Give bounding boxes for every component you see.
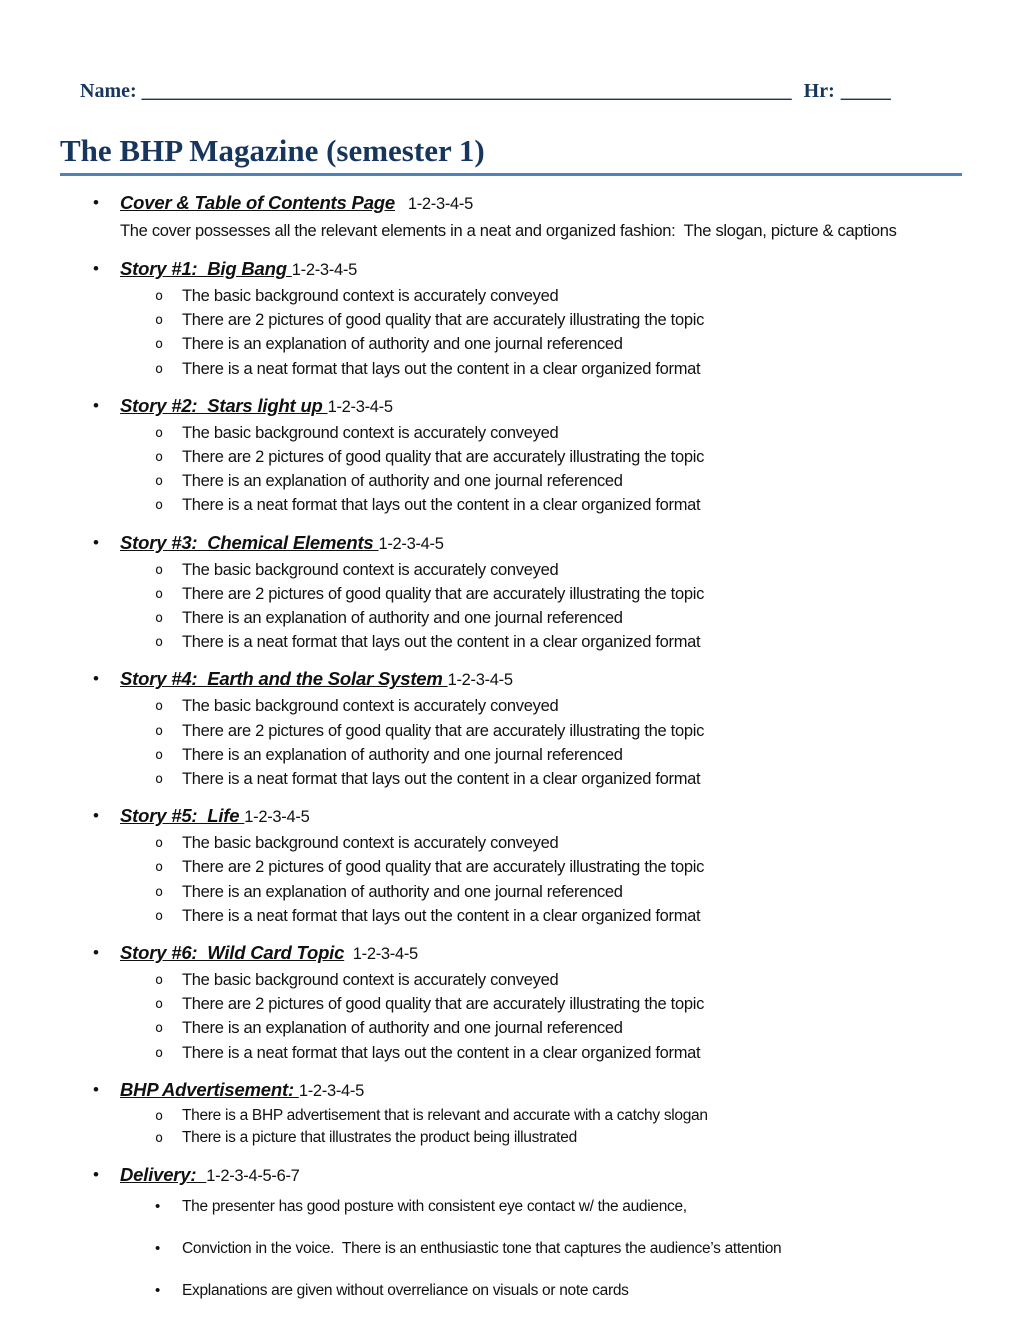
circle-bullet-icon: o (155, 907, 164, 924)
circle-bullet-icon: o (155, 561, 164, 578)
criterion-text: There is an explanation of authority and one journal referenced (182, 882, 623, 901)
criterion-text: The basic background context is accurately conveyed (182, 423, 559, 442)
section-title: Story #1: Big Bang (120, 258, 292, 279)
criterion-text: There is an explanation of authority and one journal referenced (182, 472, 623, 491)
circle-bullet-icon: o (155, 449, 164, 466)
circle-bullet-icon: o (155, 634, 164, 651)
page-title: The BHP Magazine (semester 1) (60, 133, 962, 176)
name-label: Name: (80, 80, 137, 102)
rating-scale: 1-2-3-4-5 (244, 808, 310, 827)
circle-bullet-icon: o (155, 835, 164, 852)
bullet-icon: • (93, 395, 99, 415)
rating-scale: 1-2-3-4-5 (394, 195, 473, 213)
section-title: Story #3: Chemical Elements (120, 531, 379, 553)
criterion-item (60, 1279, 962, 1303)
criterion-item (60, 445, 962, 469)
criterion-text: There are 2 pictures of good quality that are accurately illustrating the topic (182, 858, 705, 877)
criterion-text: There is a neat format that lays out the content in a clear organized format (182, 906, 701, 925)
circle-bullet-icon: o (155, 1107, 164, 1124)
section-story-6 (60, 939, 962, 1065)
criterion-item (60, 493, 962, 517)
criterion-text: There is a BHP advertisement that is relevant and accurate with a catchy slogan (182, 1106, 708, 1124)
name-blank-field[interactable]: _________________________________________________________________ (141, 80, 792, 102)
bullet-icon: • (93, 806, 99, 826)
criterion-text: There is a neat format that lays out the content in a clear organized format (182, 359, 701, 378)
criterion-item (60, 421, 962, 445)
criterion-text: The basic background context is accurately conveyed (182, 287, 559, 305)
circle-bullet-icon: o (155, 585, 164, 602)
criterion-item (60, 1041, 962, 1065)
name-hr-row (60, 52, 962, 130)
criterion-item (60, 880, 962, 904)
circle-bullet-icon: o (155, 497, 164, 514)
bullet-icon: • (93, 259, 99, 278)
section-story-3 (60, 529, 962, 655)
criterion-item (60, 1016, 962, 1040)
bullet-icon: • (93, 669, 99, 689)
criterion-text: There are 2 pictures of good quality that are accurately illustrating the topic (182, 448, 705, 467)
section-bhp-advertisement (60, 1076, 962, 1150)
section-heading (60, 665, 962, 694)
criterion-item (60, 469, 962, 493)
criterion-item (60, 284, 962, 308)
section-note: The cover possesses all the relevant elements in a neat and organized fashion: The slogan, picture & captions (120, 222, 897, 240)
bullet-icon: • (93, 1079, 99, 1099)
criterion-item (60, 582, 962, 606)
bullet-icon: • (155, 1197, 161, 1215)
criterion-item (60, 308, 962, 332)
bullet-icon: • (93, 532, 99, 552)
bullet-icon: • (93, 943, 99, 963)
bullet-icon: • (93, 193, 99, 212)
criterion-text: There is a neat format that lays out the content in a clear organized format (182, 633, 701, 652)
circle-bullet-icon: o (155, 746, 164, 763)
criterion-text: There are 2 pictures of good quality that are accurately illustrating the topic (182, 584, 705, 603)
criterion-text: There are 2 pictures of good quality that are accurately illustrating the topic (182, 721, 705, 740)
section-title: Story #4: Earth and the Solar System (120, 668, 448, 690)
section-story-1 (60, 255, 962, 381)
criterion-item (60, 767, 962, 791)
criterion-item (60, 606, 962, 630)
rating-scale: 1-2-3-4-5 (344, 945, 418, 964)
criterion-item (60, 1237, 962, 1261)
criterion-item (60, 694, 962, 718)
criterion-text: There is a picture that illustrates the product being illustrated (182, 1129, 577, 1147)
circle-bullet-icon: o (155, 473, 164, 490)
criterion-item (60, 1127, 962, 1150)
criterion-item (60, 855, 962, 879)
bullet-icon: • (155, 1281, 161, 1299)
section-title: Delivery: (120, 1163, 207, 1185)
criterion-text: The presenter has good posture with consistent eye contact w/ the audience, (182, 1197, 687, 1215)
criterion-item (60, 1195, 962, 1219)
criterion-text: There is a neat format that lays out the content in a clear organized format (182, 1043, 701, 1062)
rating-scale: 1-2-3-4-5 (378, 534, 444, 553)
section-heading (60, 802, 962, 831)
circle-bullet-icon: o (155, 996, 164, 1013)
section-heading (60, 392, 962, 421)
circle-bullet-icon: o (155, 312, 164, 329)
criterion-text: The basic background context is accurately conveyed (182, 834, 559, 853)
bullet-icon: • (155, 1239, 161, 1257)
rating-scale: 1-2-3-4-5 (447, 671, 513, 690)
section-title: Story #2: Stars light up (120, 394, 328, 416)
circle-bullet-icon: o (155, 771, 164, 788)
criterion-text: There is an explanation of authority and one journal referenced (182, 1019, 623, 1038)
criterion-text: Conviction in the voice. There is an enthusiastic tone that captures the audience’s attention (182, 1239, 782, 1257)
section-title: BHP Advertisement: (120, 1078, 299, 1100)
criterion-item (60, 357, 962, 381)
criterion-text: There are 2 pictures of good quality that are accurately illustrating the topic (182, 995, 705, 1014)
criterion-text: There is an explanation of authority and one journal referenced (182, 609, 623, 628)
criterion-item (60, 1105, 962, 1128)
rubric-content (60, 176, 962, 1303)
criterion-item (60, 558, 962, 582)
section-heading (60, 255, 962, 284)
section-heading (60, 189, 962, 218)
section-title: Cover & Table of Contents Page (120, 192, 395, 213)
section-heading (60, 1076, 962, 1105)
circle-bullet-icon: o (155, 610, 164, 627)
circle-bullet-icon: o (155, 424, 164, 441)
section-story-2 (60, 392, 962, 518)
criterion-text: There is a neat format that lays out the content in a clear organized format (182, 770, 701, 789)
circle-bullet-icon: o (155, 883, 164, 900)
section-story-5 (60, 802, 962, 928)
criterion-text: There is an explanation of authority and one journal referenced (182, 745, 623, 764)
criterion-item (60, 992, 962, 1016)
section-story-4 (60, 665, 962, 791)
criterion-item (60, 968, 962, 992)
circle-bullet-icon: o (155, 336, 164, 353)
criterion-text: The basic background context is accurately conveyed (182, 560, 559, 579)
criterion-text: There is a neat format that lays out the content in a clear organized format (182, 496, 701, 515)
circle-bullet-icon: o (155, 1020, 164, 1037)
section-title: Story #6: Wild Card Topic (120, 942, 345, 964)
section-heading (60, 1161, 962, 1190)
circle-bullet-icon: o (155, 859, 164, 876)
criterion-item (60, 904, 962, 928)
circle-bullet-icon: o (155, 972, 164, 989)
bullet-icon: • (93, 1164, 99, 1184)
circle-bullet-icon: o (155, 288, 164, 304)
criterion-text: There is an explanation of authority and one journal referenced (182, 335, 623, 354)
criterion-text: The basic background context is accurately conveyed (182, 971, 559, 990)
criterion-text: There are 2 pictures of good quality that are accurately illustrating the topic (182, 311, 705, 330)
circle-bullet-icon: o (155, 722, 164, 739)
criterion-item (60, 743, 962, 767)
rating-scale: 1-2-3-4-5 (291, 261, 357, 279)
criterion-text: Explanations are given without overreliance on visuals or note cards (182, 1281, 629, 1299)
criterion-item (60, 332, 962, 356)
criterion-text: The basic background context is accurately conveyed (182, 697, 559, 716)
circle-bullet-icon: o (155, 1044, 164, 1061)
criterion-item (60, 630, 962, 654)
rating-scale: 1-2-3-4-5 (327, 397, 393, 416)
circle-bullet-icon: o (155, 1130, 164, 1147)
criterion-item (60, 719, 962, 743)
rating-scale: 1-2-3-4-5 (298, 1081, 365, 1100)
hr-blank-field[interactable]: _____ (840, 80, 891, 102)
criterion-item (60, 831, 962, 855)
circle-bullet-icon: o (155, 360, 164, 377)
rating-scale: 1-2-3-4-5-6-7 (206, 1166, 300, 1185)
section-heading (60, 939, 962, 968)
circle-bullet-icon: o (155, 698, 164, 715)
section-title: Story #5: Life (120, 805, 245, 827)
hr-label: Hr: (803, 80, 835, 102)
section-cover (60, 189, 962, 244)
section-heading (60, 529, 962, 558)
section-delivery (60, 1161, 962, 1303)
